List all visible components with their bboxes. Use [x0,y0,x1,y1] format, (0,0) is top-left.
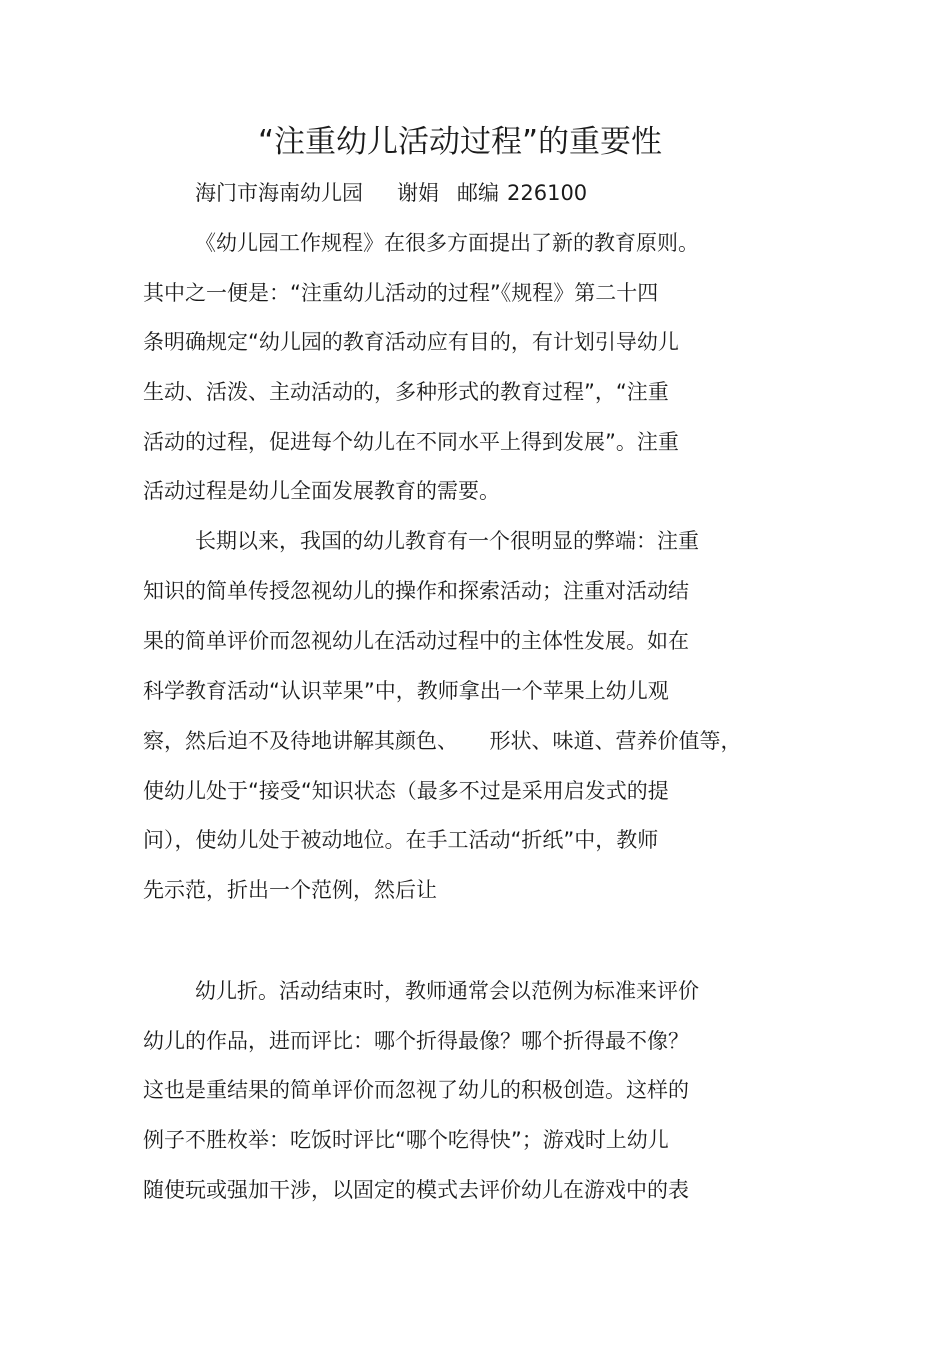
paragraph-line: 例子不胜枚举：吃饭时评比“哪个吃得快”；游戏时上幼儿 [143,1128,669,1152]
postcode-value: 226100 [507,181,588,205]
author-name: 谢娟 [397,181,439,205]
paragraph-line: 生动、活泼、主动活动的，多种形式的教育过程”，“注重 [143,380,669,404]
paragraph-line: 其中之一便是：“注重幼儿活动的过程”《规程》第二十四 [143,281,659,305]
paragraph-line: 《幼儿园工作规程》在很多方面提出了新的教育原则。 [195,231,699,255]
paragraph-line: 果的简单评价而忽视幼儿在活动过程中的主体性发展。如在 [143,629,689,653]
paragraph-line: 活动的过程，促进每个幼儿在不同水平上得到发展”。注重 [143,430,679,454]
paragraph-line: 问），使幼儿处于被动地位。在手工活动“折纸”中，教师 [143,828,659,852]
paragraph-line: 幼儿折。活动结束时，教师通常会以范例为标准来评价 [195,979,699,1003]
paragraph-line: 先示范，折出一个范例，然后让 [143,878,437,902]
paragraph-line: 使幼儿处于“接受“知识状态（最多不过是采用启发式的提 [143,779,669,803]
paragraph-line: 活动过程是幼儿全面发展教育的需要。 [143,479,500,503]
paragraph-line: 这也是重结果的简单评价而忽视了幼儿的积极创造。这样的 [143,1078,689,1102]
paragraph-line: 知识的简单传授忽视幼儿的操作和探索活动；注重对活动结 [143,579,689,603]
school-name: 海门市海南幼儿园 [195,181,363,205]
document-title: “注重幼儿活动过程”的重要性 [257,124,663,160]
paragraph-line: 随使玩或强加干涉，以固定的模式去评价幼儿在游戏中的表 [143,1178,689,1202]
paragraph-line: 科学教育活动“认识苹果”中，教师拿出一个苹果上幼儿观 [143,679,669,703]
author-byline [195,176,587,210]
paragraph-line: 长期以来，我国的幼儿教育有一个很明显的弊端：注重 [195,529,699,553]
paragraph-line: 幼儿的作品，进而评比：哪个折得最像？哪个折得最不像？ [143,1029,689,1053]
postcode-label: 邮编 [457,181,499,205]
paragraph-line: 条明确规定“幼儿园的教育活动应有目的，有计划引导幼儿 [143,330,679,354]
paragraph-line: 察，然后迫不及待地讲解其颜色、 形状、味道、营养价值等， [143,729,742,753]
